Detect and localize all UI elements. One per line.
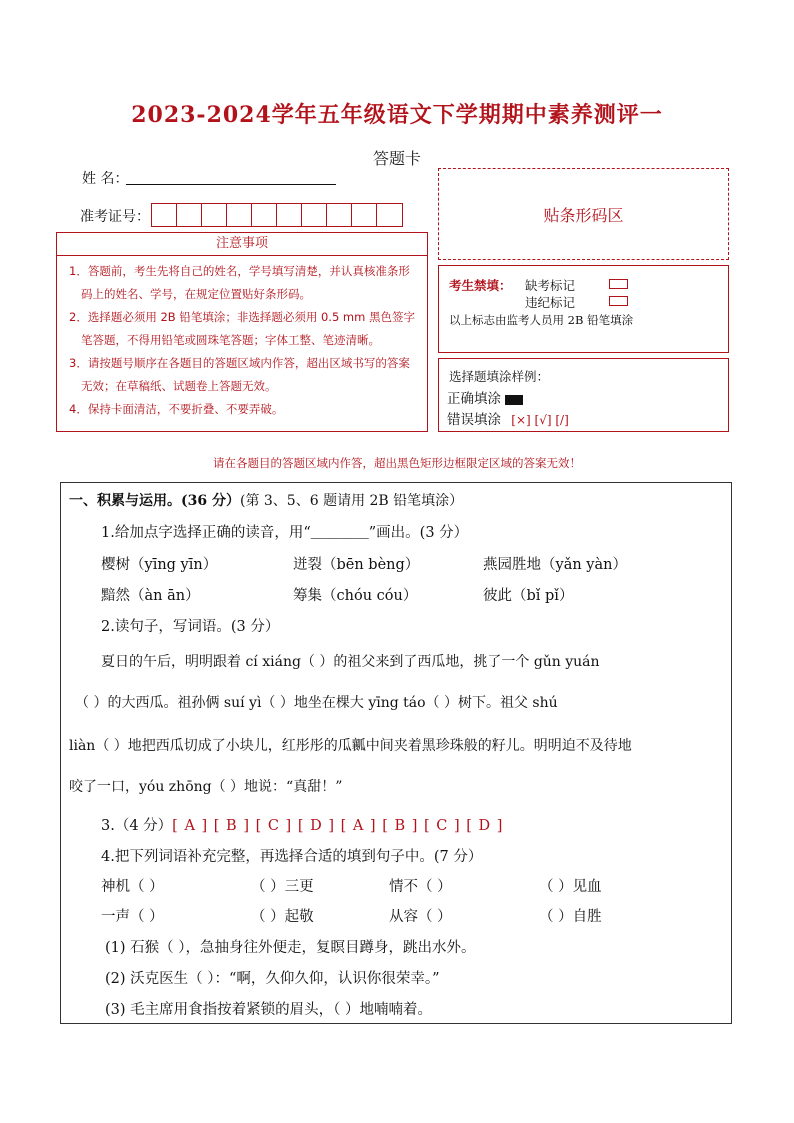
q4-word[interactable]: （ ）见血 bbox=[539, 879, 602, 895]
q3-label: 3.（4 分） bbox=[101, 818, 173, 834]
q4-word[interactable]: （ ）自胜 bbox=[539, 909, 602, 925]
id-digit-box[interactable] bbox=[227, 204, 252, 226]
violation-mark-label: 违纪标记 bbox=[525, 295, 576, 310]
answer-area-warning: 请在各题目的答题区域内作答，超出黑色矩形边框限定区域的答案无效！ bbox=[213, 456, 581, 470]
absent-mark-box[interactable] bbox=[609, 279, 628, 289]
q4-word[interactable]: （ ）三更 bbox=[251, 879, 314, 895]
q2-passage-line[interactable]: 夏日的午后，明明跟着 cí xiáng（ ）的祖父来到了西瓜地，挑了一个 gǔn yuán bbox=[101, 654, 600, 670]
q1-option[interactable]: 燕园胜地（yǎn yàn） bbox=[483, 557, 627, 573]
q2-passage-line[interactable]: liàn（ ）地把西瓜切成了小块儿，红彤彤的瓜瓤中间夹着黑珍珠般的籽儿。明明迫不及待地 bbox=[69, 738, 632, 754]
q1-option[interactable]: 彼此（bǐ pǐ） bbox=[483, 588, 574, 604]
exam-id-label: 准考证号： bbox=[80, 209, 150, 225]
proctor-label: 考生禁填： bbox=[449, 278, 512, 293]
q4-word[interactable]: 情不（ ） bbox=[389, 879, 452, 895]
q4-sentence[interactable]: (2) 沃克医生（ ）：“啊，久仰久仰，认识你很荣幸。” bbox=[105, 971, 440, 987]
section1-heading: 一、积累与运用。(36 分） bbox=[69, 493, 240, 509]
id-digit-box[interactable] bbox=[277, 204, 302, 226]
fill-sample-panel bbox=[438, 358, 729, 432]
sample-heading: 选择题填涂样例： bbox=[449, 369, 550, 384]
correct-fill-label: 正确填涂 bbox=[447, 391, 501, 407]
absent-mark-label: 缺考标记 bbox=[525, 278, 576, 293]
q4-sentence[interactable]: (1) 石猴（ ），急抽身往外便走，复瞑目蹲身，跳出水外。 bbox=[105, 940, 476, 956]
exam-id-boxes[interactable] bbox=[151, 203, 403, 227]
id-digit-box[interactable] bbox=[302, 204, 327, 226]
section1-heading-note: (第 3、5、6 题请用 2B 铅笔填涂） bbox=[239, 493, 464, 509]
q1-prompt: 1.给加点字选择正确的读音，用“＿＿＿＿”画出。(3 分） bbox=[101, 525, 469, 541]
notice-item: 4．保持卡面清洁，不要折叠、不要弄破。 bbox=[69, 402, 284, 416]
id-digit-box[interactable] bbox=[352, 204, 377, 226]
notice-item: 1．答题前，考生先将自己的姓名，学号填写清楚，并认真核准条形码上的姓名、学号，在规定位置贴好条形码。 bbox=[69, 264, 410, 301]
page-title: 2023-2024学年五年级语文下学期期中素养测评一 bbox=[131, 102, 663, 128]
q3-options[interactable]: [ A ] [ B ] [ C ] [ D ] [ A ] [ B ] [ C ] [ D ] bbox=[172, 818, 504, 834]
barcode-label: 贴条形码区 bbox=[543, 206, 624, 225]
q1-option[interactable]: 筹集（chóu cóu） bbox=[293, 588, 418, 604]
id-digit-box[interactable] bbox=[327, 204, 352, 226]
notice-item: 3．请按题号顺序在各题目的答题区域内作答，超出区域书写的答案无效；在草稿纸、试题卷上答题无效。 bbox=[69, 356, 410, 393]
id-digit-box[interactable] bbox=[177, 204, 202, 226]
name-input-line[interactable] bbox=[126, 166, 336, 185]
q4-word[interactable]: 一声（ ） bbox=[101, 909, 164, 925]
q2-passage-line[interactable]: （ ）的大西瓜。祖孙俩 suí yì（ ）地坐在棵大 yīng táo（ ）树下。祖父 shú bbox=[75, 695, 558, 711]
id-digit-box[interactable] bbox=[152, 204, 177, 226]
q2-prompt: 2.读句子，写词语。(3 分） bbox=[101, 619, 280, 635]
id-digit-box[interactable] bbox=[202, 204, 227, 226]
proctor-panel bbox=[438, 265, 729, 353]
notice-item: 2．选择题必须用 2B 铅笔填涂；非选择题必须用 0.5 mm 黑色签字笔答题，不得用铅笔或圆珠笔答题；字体工整、笔迹清晰。 bbox=[69, 310, 415, 347]
wrong-fill-label: 错误填涂 bbox=[447, 412, 501, 428]
page-subtitle: 答题卡 bbox=[372, 149, 421, 168]
notice-panel bbox=[56, 232, 428, 432]
wrong-fill-marks: [×] [√] [/] bbox=[511, 413, 569, 427]
id-digit-box[interactable] bbox=[252, 204, 277, 226]
proctor-note: 以上标志由监考人员用 2B 铅笔填涂 bbox=[449, 313, 634, 327]
section1-answer-area[interactable] bbox=[60, 482, 732, 1024]
q4-word[interactable]: 神机（ ） bbox=[101, 879, 164, 895]
name-label: 姓 名： bbox=[82, 171, 129, 187]
q1-option[interactable]: 樱树（yīng yīn） bbox=[101, 557, 218, 573]
q1-option[interactable]: 黯然（àn ān） bbox=[101, 588, 200, 604]
q1-option[interactable]: 迸裂（bēn bèng） bbox=[293, 557, 420, 573]
q2-passage-line[interactable]: 咬了一口，yóu zhōng（ ）地说：“真甜！” bbox=[69, 779, 343, 795]
q4-sentence[interactable]: (3) 毛主席用食指按着紧锁的眉头，（ ）地喃喃着。 bbox=[105, 1002, 433, 1018]
violation-mark-box[interactable] bbox=[609, 296, 628, 306]
q4-prompt: 4.把下列词语补充完整，再选择合适的填到句子中。(7 分） bbox=[101, 849, 483, 865]
correct-fill-sample bbox=[505, 395, 523, 405]
q4-word[interactable]: 从容（ ） bbox=[389, 909, 452, 925]
id-digit-box[interactable] bbox=[377, 204, 402, 226]
q4-word[interactable]: （ ）起敬 bbox=[251, 909, 314, 925]
notice-heading: 注意事项 bbox=[57, 233, 427, 256]
barcode-area[interactable] bbox=[438, 168, 729, 260]
